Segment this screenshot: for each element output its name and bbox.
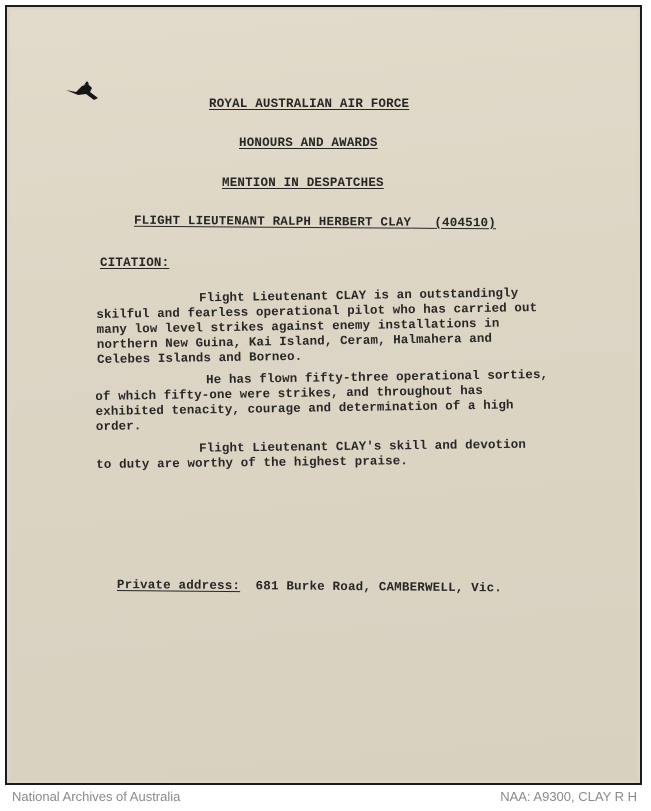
recipient-name bbox=[134, 214, 496, 231]
address-label: Private address: bbox=[116, 578, 241, 594]
service-number: (404510) bbox=[434, 215, 497, 231]
recipient-name-text: FLIGHT LIEUTENANT RALPH HERBERT CLAY bbox=[133, 213, 412, 230]
ink-mark-icon bbox=[64, 78, 104, 104]
heading-mention: MENTION IN DESPATCHES bbox=[222, 176, 384, 190]
paragraph-line: Flight Lieutenant CLAY's skill and devotion bbox=[198, 437, 526, 456]
heading-raaf: ROYAL AUSTRALIAN AIR FORCE bbox=[209, 97, 410, 111]
private-address bbox=[117, 578, 502, 595]
paragraph-line: skilful and fearless operational pilot who has carried out bbox=[96, 301, 538, 322]
scan-frame bbox=[5, 5, 642, 785]
paragraph-line: of which fifty-one were strikes, and throughout has bbox=[95, 383, 484, 404]
paragraph-line: to duty are worthy of the highest praise. bbox=[96, 454, 408, 472]
heading-honours: HONOURS AND AWARDS bbox=[239, 136, 378, 150]
citation-paragraph-2 bbox=[95, 368, 549, 435]
paragraph-line: exhibited tenacity, courage and determination of a high bbox=[95, 398, 514, 419]
address-value: 681 Burke Road, CAMBERWELL, Vic. bbox=[255, 579, 503, 596]
paragraph-line: Celebes Islands and Borneo. bbox=[96, 349, 303, 367]
paragraph-line: order. bbox=[95, 419, 142, 434]
citation-paragraph-1 bbox=[96, 286, 538, 368]
paragraph-line: northern New Guina, Kai Island, Ceram, Halmahera and bbox=[96, 331, 493, 352]
footer-archive-name: National Archives of Australia bbox=[12, 789, 181, 804]
document-page bbox=[10, 10, 637, 780]
citation-paragraph-3 bbox=[96, 438, 526, 473]
paragraph-line: many low level strikes against enemy installations in bbox=[96, 316, 500, 337]
citation-label: CITATION: bbox=[100, 256, 170, 270]
paragraph-line: He has flown fifty-three operational sorties, bbox=[205, 367, 549, 388]
paragraph-line: Flight Lieutenant CLAY is an outstandingly bbox=[198, 286, 519, 306]
footer-record-reference: NAA: A9300, CLAY R H bbox=[500, 789, 637, 804]
